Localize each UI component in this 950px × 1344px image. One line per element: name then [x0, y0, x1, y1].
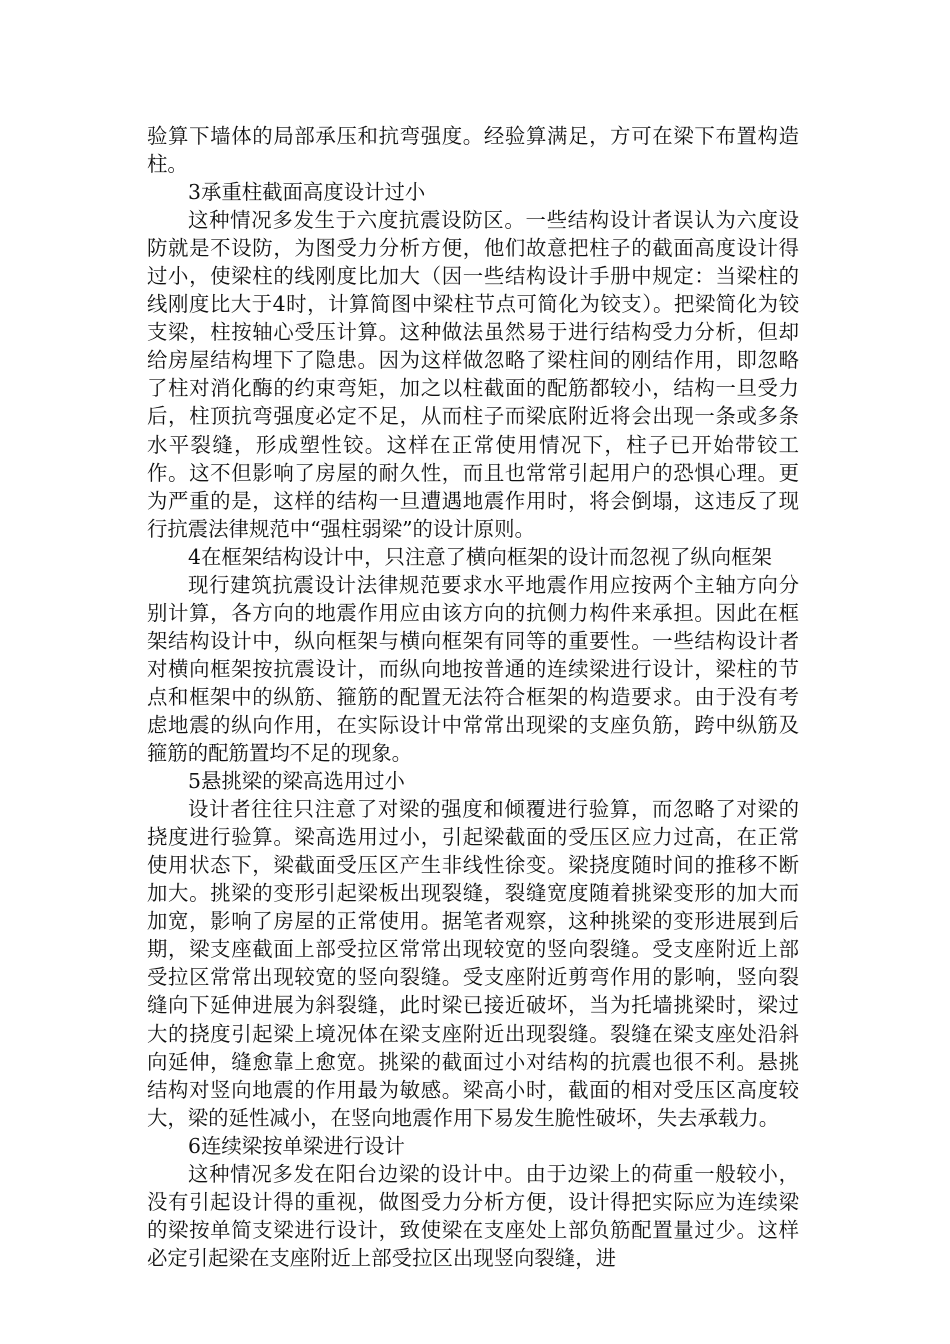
document-page	[147, 122, 799, 1272]
section-heading-5: 5悬挑梁的梁高选用过小	[188, 769, 405, 794]
section-heading-6: 6连续梁按单梁进行设计	[188, 1133, 405, 1158]
body-paragraph-4: 现行建筑抗震设计法律规范要求水平地震作用应按两个主轴方向分别计算，各方向的地震作用应由该方向的抗侧力构件来承担。因此在框架结构设计中，纵向框架与横向框架有同等的重要性。一些结构设计者对横向框架按抗震设计，而纵向地按普通的连续梁进行设计，梁柱的节点和框架中的纵筋、箍筋的配置无法符合框架的构造要求。由于没有考虑地震的纵向作用，在实际设计中常常出现梁的支座负筋，跨中纵筋及箍筋的配筋置均不足的现象。	[147, 572, 799, 766]
section-heading-3: 3承重柱截面高度设计过小	[188, 180, 426, 205]
body-paragraph-3: 这种情况多发生于六度抗震设防区。一些结构设计者误认为六度设防就是不设防，为图受力分析方便，他们故意把柱子的截面高度设计得过小，使梁柱的线刚度比加大（因一些结构设计手册中规定：当梁柱的线刚度比大于4时，计算简图中梁柱节点可简化为铰支）。把梁简化为铰支梁，柱按轴心受压计算。这种做法虽然易于进行结构受力分析，但却给房屋结构埋下了隐患。因为这样做忽略了梁柱间的刚结作用，即忽略了柱对消化酶的约束弯矩，加之以柱截面的配筋都较小，结构一旦受力后，柱顶抗弯强度必定不足，从而柱子而梁底附近将会出现一条或多条水平裂缝，形成塑性铰。这样在正常使用情况下，柱子已开始带铰工作。这不但影响了房屋的耐久性，而且也常常引起用户的恐惧心理。更为严重的是，这样的结构一旦遭遇地震作用时，将会倒塌，这违反了现行抗震法律规范中“强柱弱梁”的设计原则。	[147, 208, 799, 541]
body-paragraph-continued: 验算下墙体的局部承压和抗弯强度。经验算满足，方可在梁下布置构造柱。	[147, 124, 799, 177]
body-paragraph-5: 设计者往往只注意了对梁的强度和倾覆进行验算，而忽略了对梁的挠度进行验算。梁高选用过小，引起梁截面的受压区应力过高，在正常使用状态下，梁截面受压区产生非线性徐变。梁挠度随时间的推移不断加大。挑梁的变形引起梁板出现裂缝，裂缝宽度随着挑梁变形的加大而加宽，影响了房屋的正常使用。据笔者观察，这种挑梁的变形进展到后期，梁支座截面上部受拉区常常出现较宽的竖向裂缝。受支座附近上部受拉区常常出现较宽的竖向裂缝。受支座附近剪弯作用的影响，竖向裂缝向下延伸进展为斜裂缝，此时梁已接近破坏，当为托墙挑梁时，梁过大的挠度引起梁上境况体在梁支座附近出现裂缝。裂缝在梁支座处沿斜向延伸，缝愈靠上愈宽。挑梁的截面过小对结构的抗震也很不利。悬挑结构对竖向地震的作用最为敏感。梁高小时，截面的相对受压区高度较大，梁的延性减小，在竖向地震作用下易发生脆性破坏，失去承载力。	[147, 797, 799, 1130]
body-paragraph-6: 这种情况多发在阳台边梁的设计中。由于边梁上的荷重一般较小，没有引起设计得的重视，做图受力分析方便，设计得把实际应为连续梁的梁按单简支梁进行设计，致使梁在支座处上部负筋配置量过少。这样必定引起梁在支座附近上部受拉区出现竖向裂缝，进	[147, 1161, 799, 1270]
section-heading-4: 4在框架结构设计中，只注意了横向框架的设计而忽视了纵向框架	[188, 544, 772, 569]
